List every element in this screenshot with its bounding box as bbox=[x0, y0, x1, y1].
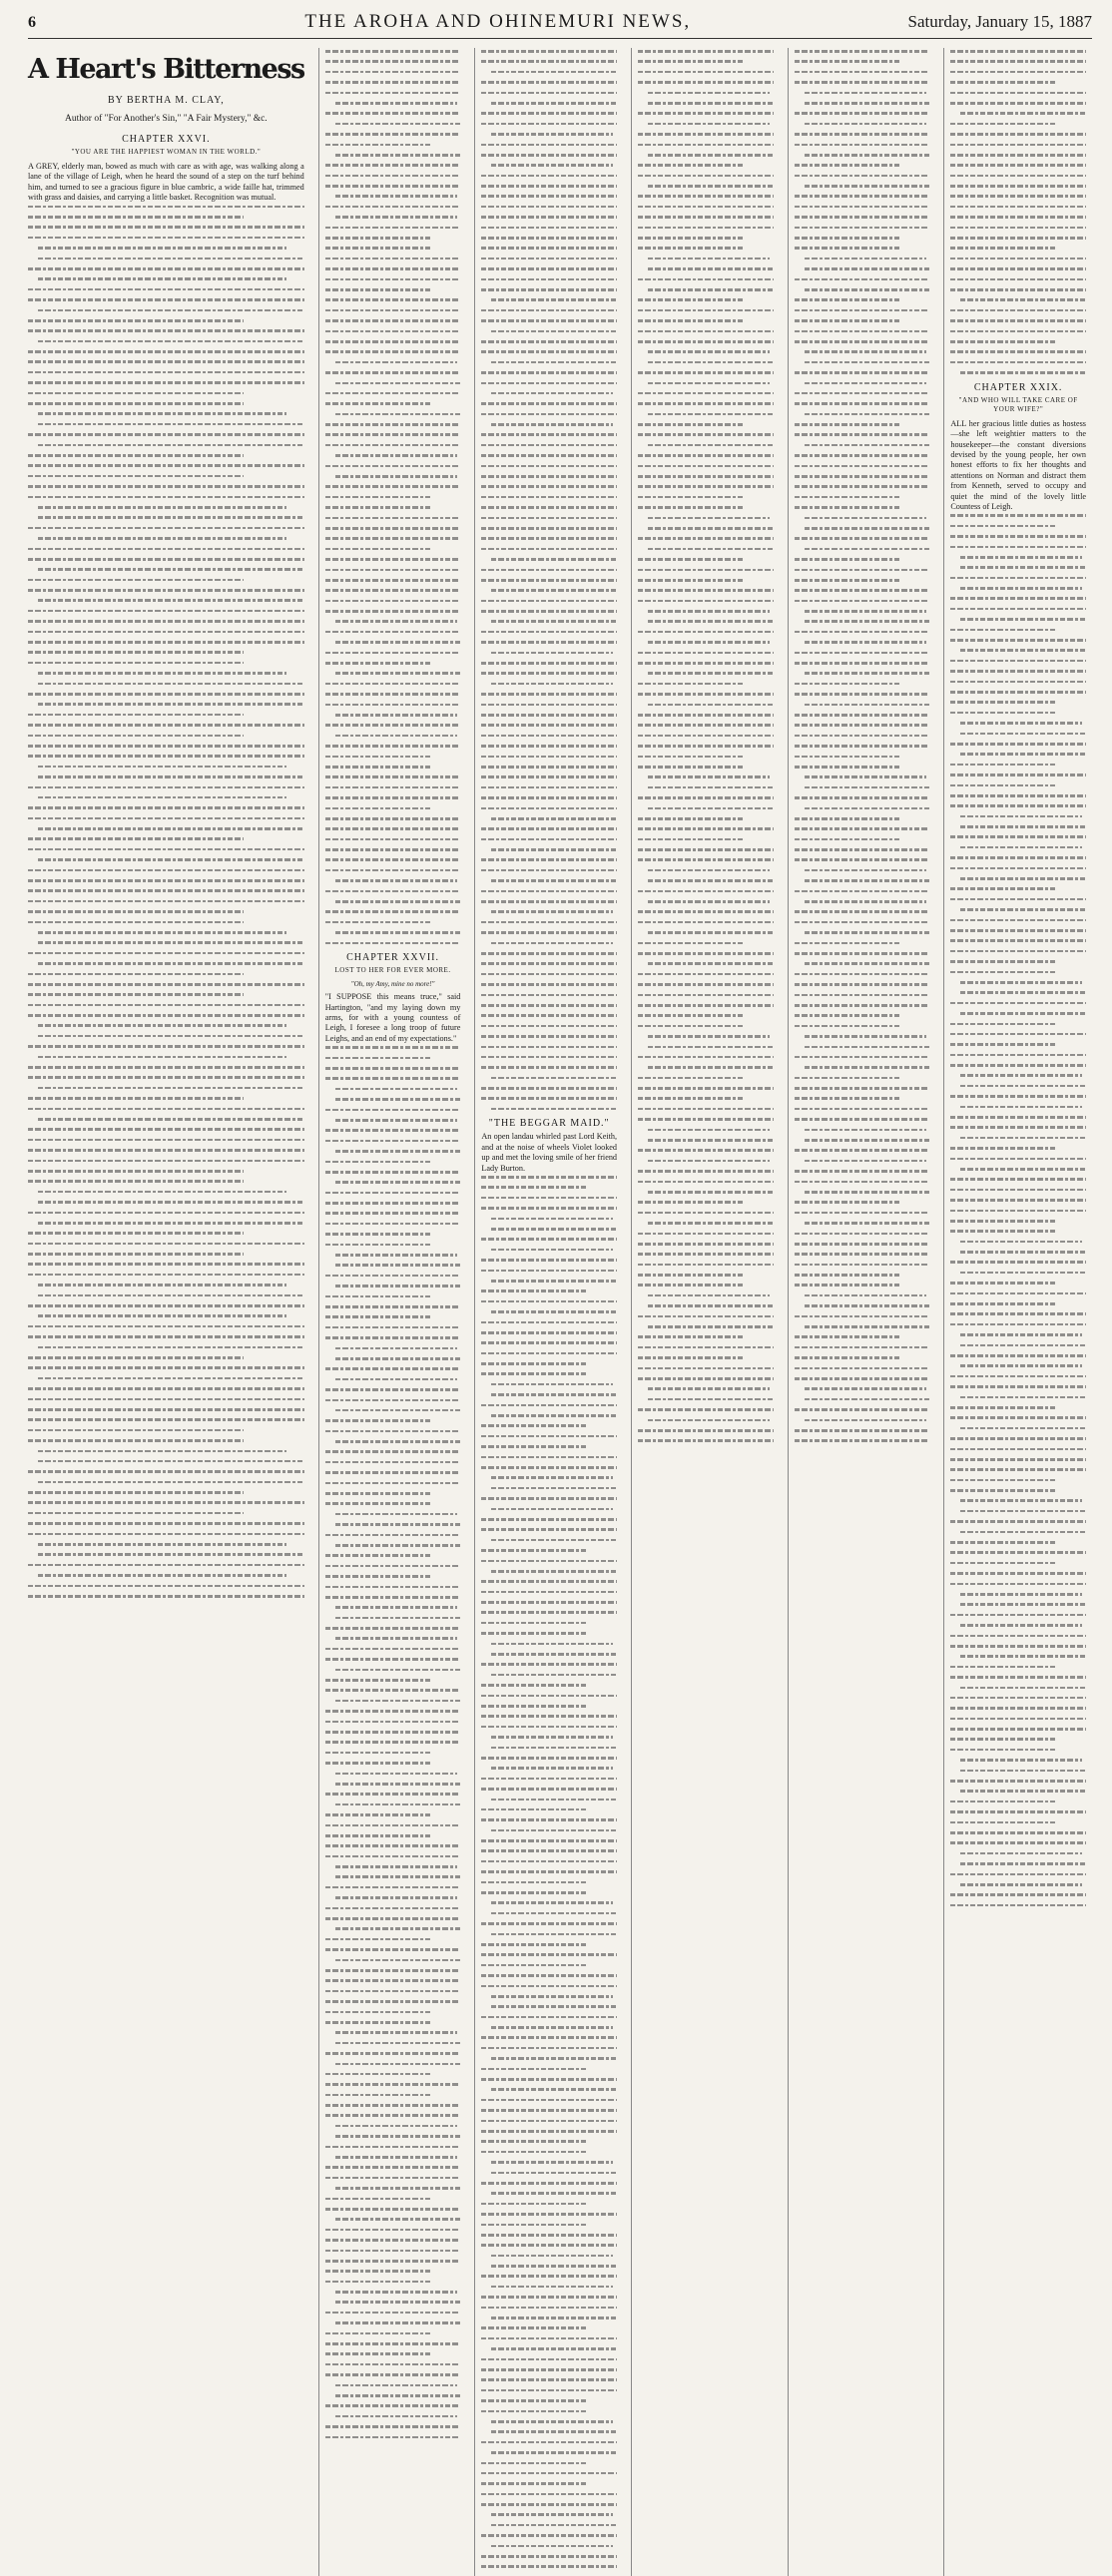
column-4 bbox=[631, 48, 780, 2576]
column-6 bbox=[943, 48, 1092, 2576]
chapter-heading: CHAPTER XXVI. bbox=[122, 134, 211, 145]
column-1 bbox=[28, 48, 310, 2576]
column-2 bbox=[318, 48, 467, 2576]
column-text-body bbox=[28, 206, 304, 1598]
column-text-body bbox=[950, 514, 1086, 1906]
chapter-opening-paragraph: "I SUPPOSE this means truce," said Hartington, "and my laying down my arms, for with a young countess of Leigh, I foresee a long troop of future Leighs, and an end of my expectations." bbox=[324, 992, 461, 1043]
page-number: 6 bbox=[28, 14, 36, 31]
section-opening-paragraph: An open landau whirled past Lord Keith, and at the noise of wheels Violet looked up and met the loving smile of her friend Lady Burton. bbox=[481, 1132, 618, 1173]
column-5 bbox=[788, 48, 936, 2576]
column-text-body bbox=[481, 50, 617, 1110]
column-text-body bbox=[638, 50, 774, 1442]
column-3 bbox=[474, 48, 623, 2576]
issue-date: Saturday, January 15, 1887 bbox=[907, 12, 1092, 31]
column-text-body bbox=[325, 1046, 461, 2438]
section-heading: "THE BEGGAR MAID." bbox=[488, 1118, 610, 1130]
author-note: Author of "For Another's Sin," "A Fair Mystery," &c. bbox=[65, 114, 268, 124]
chapter-epigraph: "AND WHO WILL TAKE CARE OF YOUR WIFE?" bbox=[958, 395, 1078, 413]
columns bbox=[28, 48, 1092, 1437]
column-text-body bbox=[325, 50, 461, 944]
chapter-heading: CHAPTER XXVII. bbox=[346, 952, 439, 964]
byline: BY BERTHA M. CLAY, bbox=[107, 95, 225, 106]
column-text-body bbox=[795, 50, 930, 1442]
serial-title: A Heart's Bitterness bbox=[28, 54, 304, 85]
newspaper-title: THE AROHA AND OHINEMURI NEWS, bbox=[304, 11, 692, 32]
chapter-verse: "Oh, my Amy, mine no more!" bbox=[350, 980, 435, 989]
chapter-opening-paragraph: A GREY, elderly man, bowed as much with care as with age, was walking along a lane of the village of Leigh, when he heard the sound of a step on the turf behind him, and turned to see a gracious figure in blue cambric, a wide faille hat, trimmed with grass and daisies, and carrying a little basket. Recognition was mutual. bbox=[28, 162, 304, 203]
column-text-body bbox=[950, 50, 1086, 374]
chapter-heading: CHAPTER XXIX. bbox=[973, 381, 1063, 393]
masthead bbox=[28, 8, 1092, 39]
column-text-body bbox=[481, 1176, 617, 2568]
chapter-epigraph: LOST TO HER FOR EVER MORE. bbox=[334, 966, 451, 975]
chapter-opening-paragraph: ALL her gracious little duties as hostess—she left weightier matters to the housekeeper—the constant diversions devised by the young people, her own honest efforts to fix her thoughts and attentions on Norman and distract them from Kenneth, served to occupy and quiet the mind of the lovely little Countess of Leigh. bbox=[950, 418, 1086, 511]
chapter-epigraph: "YOU ARE THE HAPPIEST WOMAN IN THE WORLD." bbox=[71, 148, 262, 156]
